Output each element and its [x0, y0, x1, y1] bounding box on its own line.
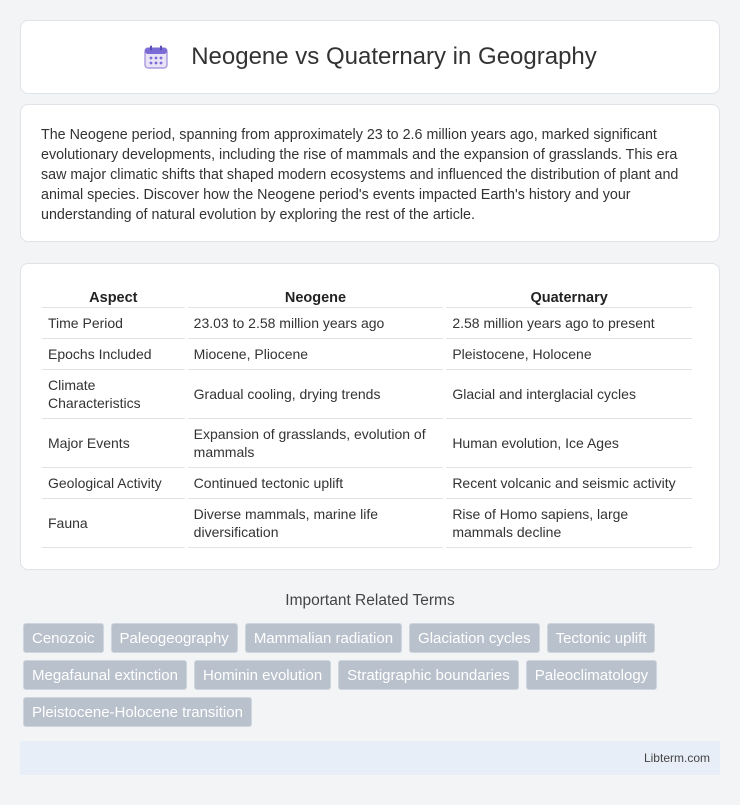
title-card	[20, 20, 720, 94]
table-row	[42, 308, 692, 339]
footer	[20, 741, 720, 775]
table-cell: Pleistocene, Holocene	[446, 339, 692, 370]
table-cell: Climate Characteristics	[42, 370, 185, 419]
tag-paleogeography[interactable]: Paleogeography	[111, 623, 238, 653]
page-title: Neogene vs Quaternary in Geography	[191, 43, 597, 70]
table-row	[42, 419, 692, 468]
table-cell: Epochs Included	[42, 339, 185, 370]
table-cell: 2.58 million years ago to present	[446, 308, 692, 339]
comparison-table	[39, 284, 695, 548]
table-row	[42, 468, 692, 499]
tag-megafaunal-extinction[interactable]: Megafaunal extinction	[23, 660, 187, 690]
header-neogene: Neogene	[188, 284, 444, 308]
tag-hominin-evolution[interactable]: Hominin evolution	[194, 660, 331, 690]
intro-card	[20, 104, 720, 242]
table-row	[42, 370, 692, 419]
table-cell: Glacial and interglacial cycles	[446, 370, 692, 419]
table-cell: Geological Activity	[42, 468, 185, 499]
table-cell: Miocene, Pliocene	[188, 339, 444, 370]
footer-site-link[interactable]: Libterm.com	[643, 751, 710, 765]
header-quaternary: Quaternary	[446, 284, 692, 308]
header-aspect: Aspect	[42, 284, 185, 308]
table-row	[42, 339, 692, 370]
table-cell: Time Period	[42, 308, 185, 339]
table-cell: Fauna	[42, 499, 185, 548]
table-row	[42, 499, 692, 548]
table-cell: Rise of Homo sapiens, large mammals decline	[446, 499, 692, 548]
table-cell: Gradual cooling, drying trends	[188, 370, 444, 419]
intro-text: The Neogene period, spanning from approximately 23 to 2.6 million years ago, marked significant evolutionary developments, including the rise of mammals and the expansion of grasslands. This era saw major climatic shifts that shaped modern ecosystems and influenced the distribution of plant and animal species. Discover how the Neogene period's events impacted Earth's history and your understanding of natural evolution by exploring the rest of the article.	[41, 127, 679, 223]
tag-stratigraphic-boundaries[interactable]: Stratigraphic boundaries	[338, 660, 519, 690]
tag-cenozoic[interactable]: Cenozoic	[23, 623, 104, 653]
table-cell: Diverse mammals, marine life diversification	[188, 499, 444, 548]
calendar-icon	[143, 44, 169, 70]
table-cell: Recent volcanic and seismic activity	[446, 468, 692, 499]
tag-paleoclimatology[interactable]: Paleoclimatology	[526, 660, 657, 690]
comparison-card	[20, 263, 720, 570]
table-cell: Expansion of grasslands, evolution of mammals	[188, 419, 444, 468]
tag-pleistocene-holocene-transition[interactable]: Pleistocene-Holocene transition	[23, 697, 252, 727]
table-cell: Continued tectonic uplift	[188, 468, 444, 499]
table-header-row	[42, 284, 692, 308]
tag-glaciation-cycles[interactable]: Glaciation cycles	[409, 623, 540, 653]
table-cell: Major Events	[42, 419, 185, 468]
tag-tectonic-uplift[interactable]: Tectonic uplift	[547, 623, 656, 653]
table-cell: 23.03 to 2.58 million years ago	[188, 308, 444, 339]
related-terms-title: Important Related Terms	[285, 592, 455, 609]
tag-mammalian-radiation[interactable]: Mammalian radiation	[245, 623, 402, 653]
table-cell: Human evolution, Ice Ages	[446, 419, 692, 468]
related-terms-list	[23, 623, 713, 727]
